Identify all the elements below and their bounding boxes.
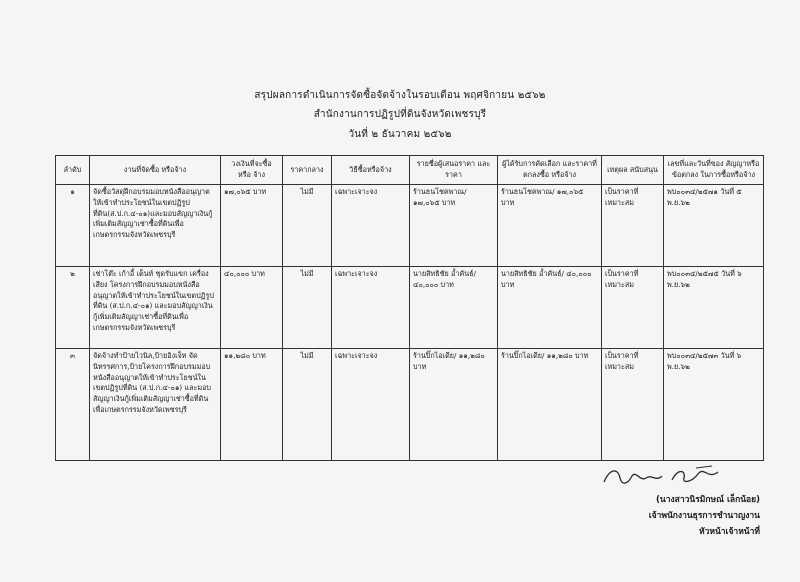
document-date: วันที่ ๒ ธันวาคม ๒๕๖๒	[348, 129, 452, 140]
cell-work: เช่าโต๊ะ เก้าอี้ เต็นท์ ชุดรับแขก เครื่องเสียง โครงการฝึกอบรมมอบหนังสืออนุญาตให้เข้าทำประโยชน์ในเขตปฏิรูปที่ดิน (ส.ป.ก.๔-๐๑) และมอบสัญญาเงินกู้เพิ่มเติมสัญญาเช่าซื้อที่ดินเพื่อเกษตรกรรมจังหวัดเพชรบุรี	[90, 267, 221, 349]
cell-reason: เป็นราคาที่ เหมาะสม	[602, 349, 664, 461]
cell-reason: เป็นราคาที่ เหมาะสม	[602, 185, 664, 267]
cell-median: ไม่มี	[283, 185, 332, 267]
cell-work: จัดซื้อวัสดุฝึกอบรมมอบหนังสืออนุญาตให้เข้าทำประโยชน์ในเขตปฏิรูปที่ดิน(ส.ป.ก.๔-๐๑)และมอบสัญญาเงินกู้เพิ่มเติมสัญญาเช่าซื้อที่ดินเพื่อเกษตรกรรมจังหวัดเพชรบุรี	[90, 185, 221, 267]
office-name: สำนักงานการปฏิรูปที่ดินจังหวัดเพชรบุรี	[313, 109, 487, 120]
document-title: สรุปผลการดำเนินการจัดซื้อจัดจ้างในรอบเดือน พฤศจิกายน ๒๕๖๒	[254, 90, 546, 101]
table-row	[56, 185, 764, 267]
signatory-position: เจ้าพนักงานธุรการชำนาญงาน	[648, 511, 760, 521]
table-header-row	[56, 156, 764, 185]
table-row	[56, 267, 764, 349]
cell-median: ไม่มี	[283, 349, 332, 461]
header-cell-no: ลำดับ	[56, 156, 90, 185]
cell-bidders: ร้านปิ๊กไอเดีย/ ๑๑,๒๘๐ บาท	[410, 349, 498, 461]
cell-budget: ๑๑,๒๘๐ บาท	[221, 349, 283, 461]
cell-contract: พบ๐๐๓๔/๒๕๗๓ วันที่ ๖ พ.ย.๖๒	[664, 349, 764, 461]
handwritten-signature	[600, 462, 730, 492]
header-cell-method: วิธีซื้อหรือจ้าง	[332, 156, 410, 185]
cell-budget: ๑๗,๐๖๕ บาท	[221, 185, 283, 267]
cell-median: ไม่มี	[283, 267, 332, 349]
header-cell-median: ราคากลาง	[283, 156, 332, 185]
cell-budget: ๔๐,๐๐๐ บาท	[221, 267, 283, 349]
cell-contract: พบ๐๐๓๔/๒๕๗๕ วันที่ ๖ พ.ย.๖๒	[664, 267, 764, 349]
cell-no: ๒	[56, 267, 90, 349]
cell-method: เฉพาะเจาะจง	[332, 267, 410, 349]
header-cell-budget: วงเงินที่จะซื้อ หรือ จ้าง	[221, 156, 283, 185]
cell-work: จัดจ้างทำป้ายไวนิล,ป้ายอิงเจ็ท จัดนิทรรศการ,ป้ายโครงการฝึกอบรมมอบหนังสืออนุญาตให้เข้าทำประโยชน์ในเขตปฏิรูปที่ดิน (ส.ป.ก.๔-๐๑) และมอบสัญญาเงินกู้เพิ่มเติมสัญญาเช่าซื้อที่ดินเพื่อเกษตรกรรมจังหวัดเพชรบุรี	[90, 349, 221, 461]
header-cell-reason: เหตุผล สนับสนุน	[602, 156, 664, 185]
cell-winner: ร้านธนโชคพาณ/ ๑๗,๐๖๕ บาท	[498, 185, 602, 267]
cell-no: ๑	[56, 185, 90, 267]
cell-contract: พบ๐๐๓๔/๒๕๗๑ วันที่ ๕ พ.ย.๖๒	[664, 185, 764, 267]
header-cell-contract: เลขที่และวันที่ของ สัญญาหรือข้อตกลง ในการซื้อหรือจ้าง	[664, 156, 764, 185]
cell-no: ๓	[56, 349, 90, 461]
table-row	[56, 349, 764, 461]
header-cell-winner: ผู้ได้รับการคัดเลือก และราคาที่ตกลงซื้อ หรือจ้าง	[498, 156, 602, 185]
signatory-role: หัวหน้าเจ้าหน้าที่	[698, 527, 760, 537]
cell-bidders: นายสิทธิชัย อ้ำคันธ์/ ๔๐,๐๐๐ บาท	[410, 267, 498, 349]
cell-method: เฉพาะเจาะจง	[332, 185, 410, 267]
cell-method: เฉพาะเจาะจง	[332, 349, 410, 461]
signatory-name: (นางสาวนิรมิกษณ์ เล็กน้อย)	[656, 495, 760, 505]
header-cell-bidders: รายชื่อผู้เสนอราคา และราคา	[410, 156, 498, 185]
cell-winner: ร้านปิ๊กไอเดีย/ ๑๑,๒๘๐ บาท	[498, 349, 602, 461]
procurement-table	[55, 155, 764, 461]
cell-bidders: ร้านธนโชคพาณ/ ๑๗,๐๖๕ บาท	[410, 185, 498, 267]
cell-reason: เป็นราคาที่ เหมาะสม	[602, 267, 664, 349]
header-cell-work: งานที่จัดซื้อ หรือจ้าง	[90, 156, 221, 185]
cell-winner: นายสิทธิชัย อ้ำคันธ์/ ๔๐,๐๐๐ บาท	[498, 267, 602, 349]
